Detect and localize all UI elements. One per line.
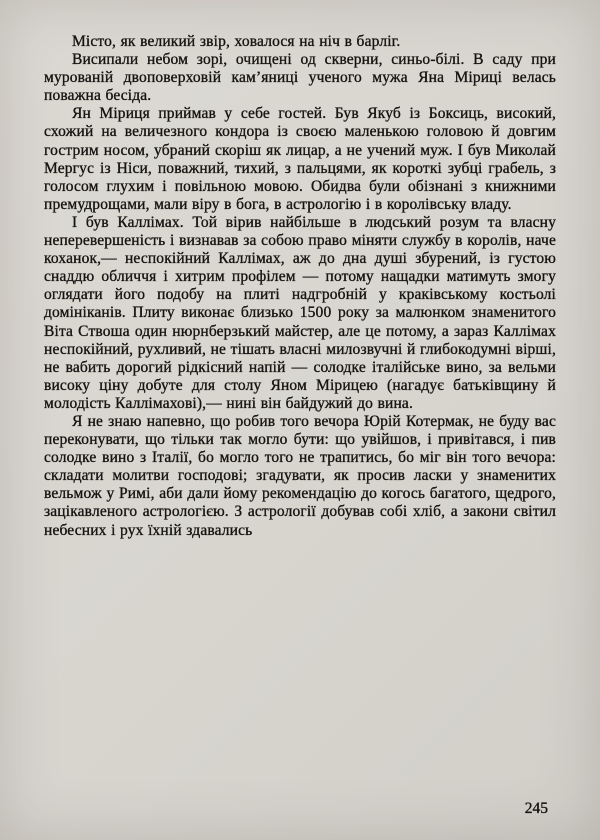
paragraph: Висипали небом зорі, очищені од скверни, синьо-білі. В саду при мурованій двоповерховій кам’яниці ученого мужа Яна Міриці велась поважна бесіда.	[44, 51, 556, 105]
paragraph: Ян Міриця приймав у себе гостей. Був Якуб із Боксиць, високий, схожий на величезного кондора із своєю маленькою головою й довгим гострим носом, убраний скоріш як лицар, а не учений муж. І був Миколай Мергус із Ніси, поважний, тихий, з пальцями, як короткі зубці грабель, з голосом глухим і повільною мовою. Обидва були обізнані з книжними премудрощами, мали віру в бога, в астрологію і в королівську владу.	[44, 105, 556, 213]
page-text	[44, 33, 556, 540]
paragraph: І був Каллімах. Той вірив найбільше в людський розум та власну неперевершеність і визнавав за собою право міняти службу в королів, наче коханок,— неспокійний Каллімах, аж до дна душі збурений, із густою снаддю обличчя і хитрим профілем — потому нащадки матимуть змогу оглядати його подобу на плиті надгробній у краківському костьолі домініканів. Плиту виконає близько 1500 року за малюнком знаменитого Віта Ствоша один нюрнберзький майстер, але це потому, а зараз Каллімах неспокійний, рухливий, не тішать власні милозвучні й глибокодумні вірші, не вабить дорогий рідкісний напій — солодке італійське вино, за вельми високу ціну добуте для столу Яном Мірицею (нагадує батьківщину й молодість Каллімахові),— нині він байдужий до вина.	[44, 213, 556, 412]
paragraph: Місто, як великий звір, ховалося на ніч в барліг.	[72, 33, 401, 50]
page-number: 245	[524, 800, 548, 817]
paragraph: Я не знаю напевно, що робив того вечора Юрій Котермак, не буду вас переконувати, що тільки так могло бути: що увійшов, і привітався, і пив солодке вино з Італії, бо могло того не трапитись, бо міг він того вечора: складати молитви господові; згадувати, як просив ласки у знаменитих вельмож у Римі, аби дали йому рекомендацію до когось багатого, щедрого, зацікавленого астрологією. З астрології добував собі хліб, а закони світил небесних і рух їхній здавались	[44, 412, 556, 539]
